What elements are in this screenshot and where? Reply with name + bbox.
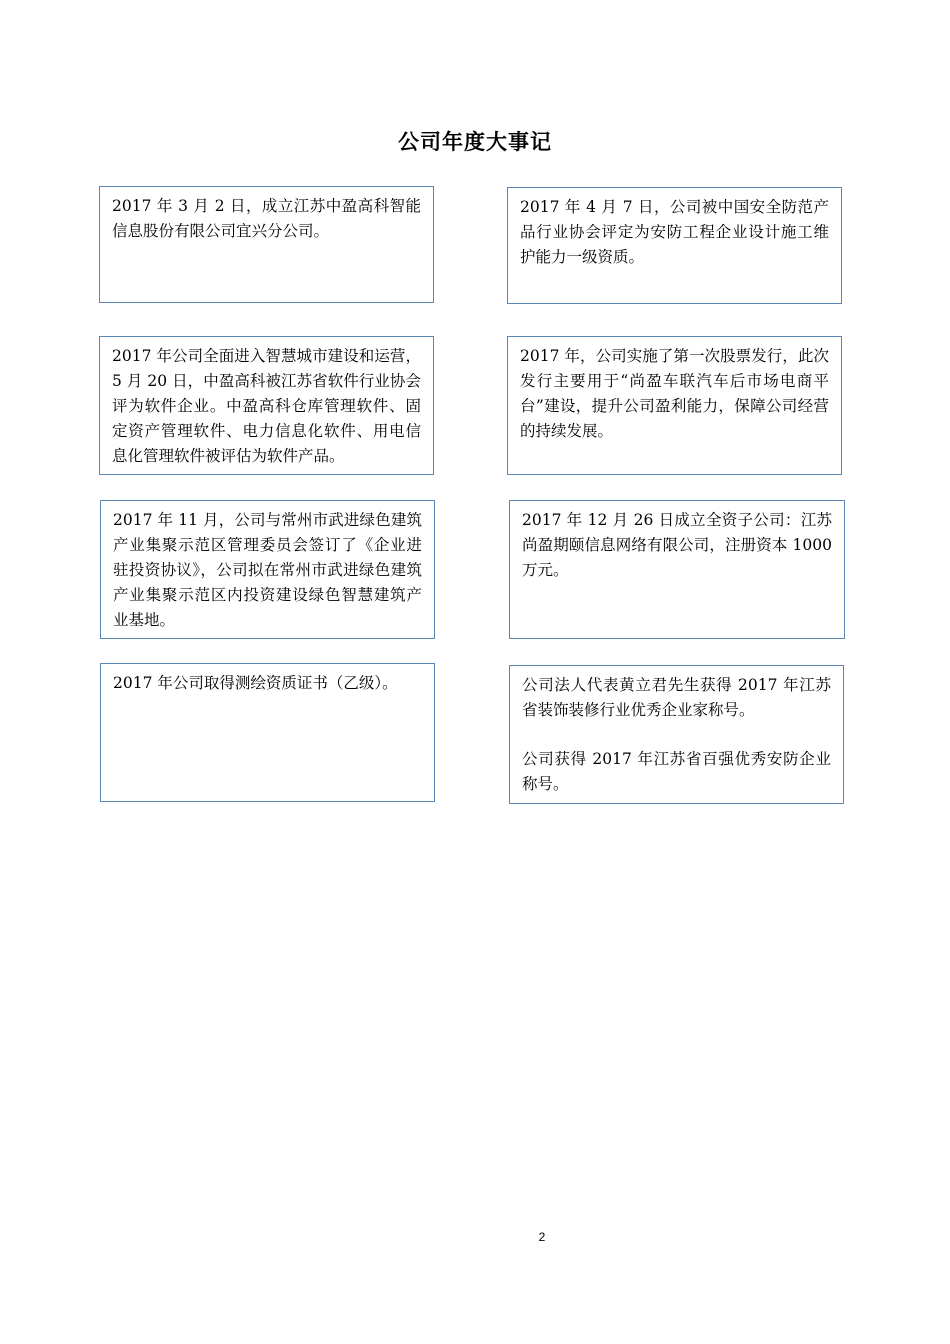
event-text: 2017 年，公司实施了第一次股票发行，此次发行主要用于“尚盈车联汽车后市场电商平台”建设，提升公司盈利能力，保障公司经营的持续发展。 bbox=[520, 347, 829, 440]
event-text: 2017 年 12 月 26 日成立全资子公司：江苏尚盈期颐信息网络有限公司，注册资本 1000 万元。 bbox=[522, 511, 832, 579]
event-text: 公司获得 2017 年江苏省百强优秀安防企业称号。 bbox=[522, 750, 831, 793]
page-number: 2 bbox=[538, 1230, 546, 1244]
event-box-left-3 bbox=[100, 500, 435, 639]
event-text: 2017 年公司全面进入智慧城市建设和运营，5 月 20 日，中盈高科被江苏省软件行业协会评为软件企业。中盈高科仓库管理软件、固定资产管理软件、电力信息化软件、用电信息化管理软件被评估为软件产品。 bbox=[112, 347, 421, 465]
page-title: 公司年度大事记 bbox=[398, 130, 552, 154]
event-box-right-2 bbox=[507, 336, 842, 475]
event-text: 2017 年 11 月，公司与常州市武进绿色建筑产业集聚示范区管理委员会签订了《企业进驻投资协议》，公司拟在常州市武进绿色建筑产业集聚示范区内投资建设绿色智慧建筑产业基地。 bbox=[113, 511, 422, 629]
event-text: 2017 年 4 月 7 日，公司被中国安全防范产品行业协会评定为安防工程企业设计施工维护能力一级资质。 bbox=[520, 198, 829, 266]
event-text: 公司法人代表黄立君先生获得 2017 年江苏省装饰装修行业优秀企业家称号。 bbox=[522, 676, 831, 719]
event-box-right-3 bbox=[509, 500, 845, 639]
event-box-right-4 bbox=[509, 665, 844, 804]
event-text: 2017 年 3 月 2 日，成立江苏中盈高科智能信息股份有限公司宜兴分公司。 bbox=[112, 197, 421, 240]
event-box-left-2 bbox=[99, 336, 434, 475]
event-box-left-4 bbox=[100, 663, 435, 802]
event-box-right-1 bbox=[507, 187, 842, 304]
event-box-left-1 bbox=[99, 186, 434, 303]
event-text: 2017 年公司取得测绘资质证书（乙级）。 bbox=[113, 674, 398, 692]
